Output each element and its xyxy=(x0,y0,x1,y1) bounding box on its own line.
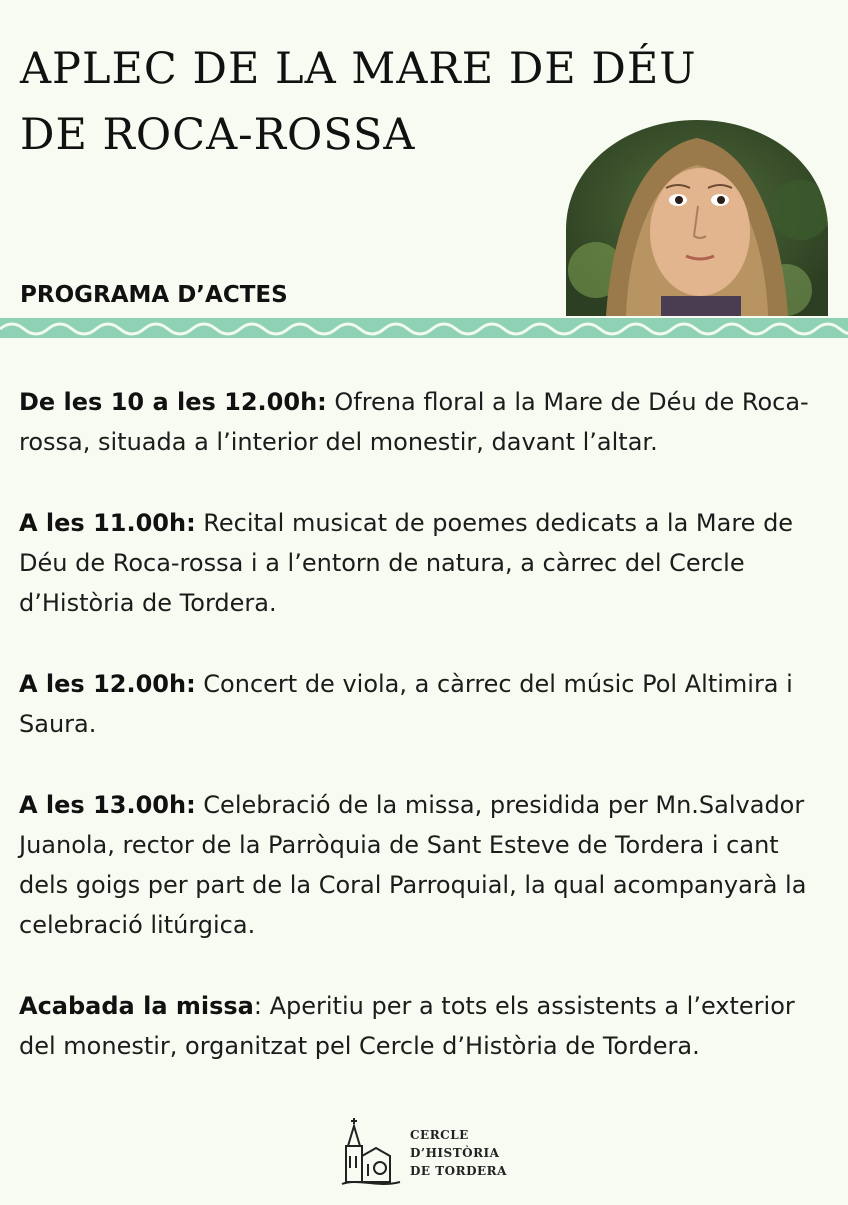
event-item xyxy=(19,664,829,744)
event-time: A les 11.00h: xyxy=(19,509,196,537)
logo-line-1: CERCLE xyxy=(410,1128,469,1142)
virgin-statue-image xyxy=(566,120,828,316)
logo-line-3: DE TORDERA xyxy=(410,1164,507,1178)
event-time: A les 13.00h: xyxy=(19,791,196,819)
event-description: Concert de viola, a càrrec del músic Pol Altimira i Saura. xyxy=(19,670,793,738)
organization-logo xyxy=(340,1116,520,1192)
event-item xyxy=(19,785,829,945)
event-list xyxy=(19,382,829,1107)
church-building-icon xyxy=(340,1116,402,1188)
title-line-1: APLEC DE LA MARE DE DÉU xyxy=(20,44,697,94)
event-description: Celebració de la missa, presidida per Mn.Salvador Juanola, rector de la Parròquia de Sant Esteve de Tordera i cant dels goigs per part de la Coral Parroquial, la qual acompanyarà la celebració litúrgica. xyxy=(19,791,807,939)
event-time: Acabada la missa xyxy=(19,992,254,1020)
event-item xyxy=(19,382,829,462)
title-line-2: DE ROCA-ROSSA xyxy=(20,110,416,160)
event-description: Recital musicat de poemes dedicats a la Mare de Déu de Roca-rossa i a l’entorn de natura, a càrrec del Cercle d’Història de Tordera. xyxy=(19,509,794,617)
organization-name xyxy=(410,1126,507,1180)
logo-line-2: D’HISTÒRIA xyxy=(410,1146,500,1160)
event-description: Ofrena floral a la Mare de Déu de Roca-rossa, situada a l’interior del monestir, davant l’altar. xyxy=(19,388,809,456)
event-time: De les 10 a les 12.00h: xyxy=(19,388,327,416)
program-subtitle: PROGRAMA D’ACTES xyxy=(20,282,288,308)
event-item xyxy=(19,503,829,623)
event-item xyxy=(19,986,829,1066)
event-description: : Aperitiu per a tots els assistents a l’exterior del monestir, organitzat pel Cercle d’Història de Tordera. xyxy=(19,992,795,1060)
decorative-wave-divider xyxy=(0,315,848,341)
event-time: A les 12.00h: xyxy=(19,670,196,698)
